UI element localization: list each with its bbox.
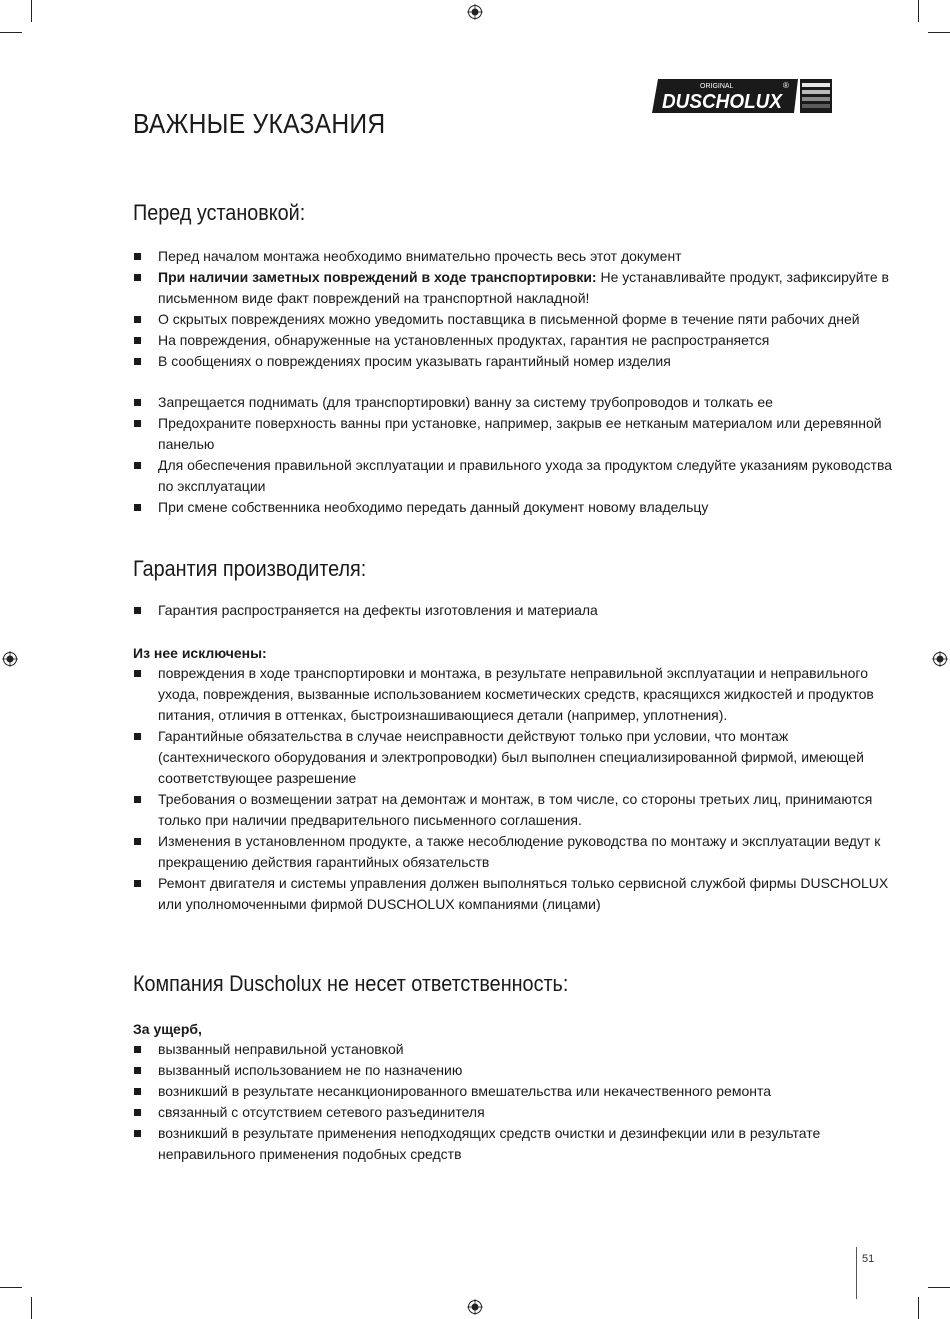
list-item: повреждения в ходе транспортировки и монтажа, в результате неправильной эксплуатации и неправильного ухода, повреждения, вызванные использованием косметических средств, красящихся жидкостей и продуктов питания, отличия в оттенках, быстроизнашивающиеся детали (например, уплотнения). [133, 663, 893, 726]
crop-mark-top-left-h [0, 32, 22, 33]
crop-mark-top-right-h [928, 32, 950, 33]
before-install-list-2 [133, 392, 893, 518]
list-item: Ремонт двигателя и системы управления должен выполняться только сервисной службой фирмы DUSCHOLUX или уполномоченными фирмой DUSCHOLUX компаниями (лицами) [133, 873, 893, 915]
excluded-list [133, 663, 893, 915]
duscholux-logo [650, 75, 834, 117]
list-item: В сообщениях о повреждениях просим указывать гарантийный номер изделия [133, 351, 893, 372]
crop-mark-bottom-left-h [0, 1287, 22, 1288]
before-install-list-1 [133, 246, 893, 372]
list-item: Перед началом монтажа необходимо внимательно прочесть весь этот документ [133, 246, 893, 267]
registration-mark-icon [2, 651, 18, 667]
logo-registered-mark: ® [783, 81, 789, 90]
list-item: При наличии заметных повреждений в ходе транспортировки: Не устанавливайте продукт, зафиксируйте в письменном виде факт повреждений на транспортной накладной! [133, 267, 893, 309]
crop-mark-top-right-v [918, 0, 919, 22]
damage-heading: За ущерб, [133, 1021, 202, 1037]
heading-warranty: Гарантия производителя: [133, 556, 367, 581]
list-item: возникший в результате несанкционированного вмешательства или некачественного ремонта [133, 1081, 893, 1102]
registration-mark-icon [932, 651, 948, 667]
list-item: связанный с отсутствием сетевого разъединителя [133, 1102, 893, 1123]
list-item: Гарантийные обязательства в случае неисправности действуют только при условии, что монтаж (сантехнического оборудования и электропроводки) был выполнен специализированной фирмой, имеющей соответствующее разрешение [133, 726, 893, 789]
liability-list [133, 1039, 893, 1165]
list-item: Требования о возмещении затрат на демонтаж и монтаж, в том числе, со стороны третьих лиц, принимаются только при наличии предварительного письменного соглашения. [133, 789, 893, 831]
list-item: вызванный использованием не по назначению [133, 1060, 893, 1081]
page-title: ВАЖНЫЕ УКАЗАНИЯ [133, 108, 386, 139]
heading-before-install: Перед установкой: [133, 200, 306, 225]
list-item: Изменения в установленном продукте, а также несоблюдение руководства по монтажу и эксплуатации ведут к прекращению действия гарантийных обязательств [133, 831, 893, 873]
list-item: Гарантия распространяется на дефекты изготовления и материала [133, 600, 893, 621]
crop-mark-bottom-right-h [928, 1287, 950, 1288]
list-item: возникший в результате применения неподходящих средств очистки и дезинфекции или в результате неправильного применения подобных средств [133, 1123, 893, 1165]
logo-small-text: ORIGINAL [700, 83, 734, 90]
logo-brand: DUSCHOLUX [662, 91, 784, 113]
page-number: 51 [862, 1253, 875, 1265]
crop-mark-top-left-v [31, 0, 32, 22]
list-item: О скрытых повреждениях можно уведомить поставщика в письменной форме в течение пяти рабочих дней [133, 309, 893, 330]
heading-liability: Компания Duscholux не несет ответственность: [133, 971, 569, 996]
crop-mark-bottom-left-v [31, 1297, 32, 1319]
list-item: При смене собственника необходимо передать данный документ новому владельцу [133, 497, 893, 518]
page-number-rule [856, 1247, 857, 1299]
registration-mark-icon [467, 1299, 483, 1315]
list-item: Предохраните поверхность ванны при установке, например, закрыв ее нетканым материалом или деревянной панелью [133, 413, 893, 455]
list-item: вызванный неправильной установкой [133, 1039, 893, 1060]
list-item: На повреждения, обнаруженные на установленных продуктах, гарантия не распространяется [133, 330, 893, 351]
crop-mark-bottom-right-v [918, 1297, 919, 1319]
excluded-heading: Из нее исключены: [133, 645, 267, 661]
registration-mark-icon [467, 4, 483, 20]
list-item: Запрещается поднимать (для транспортировки) ванну за систему трубопроводов и толкать ее [133, 392, 893, 413]
warranty-list [133, 600, 893, 621]
list-item: Для обеспечения правильной эксплуатации и правильного ухода за продуктом следуйте указаниям руководства по эксплуатации [133, 455, 893, 497]
